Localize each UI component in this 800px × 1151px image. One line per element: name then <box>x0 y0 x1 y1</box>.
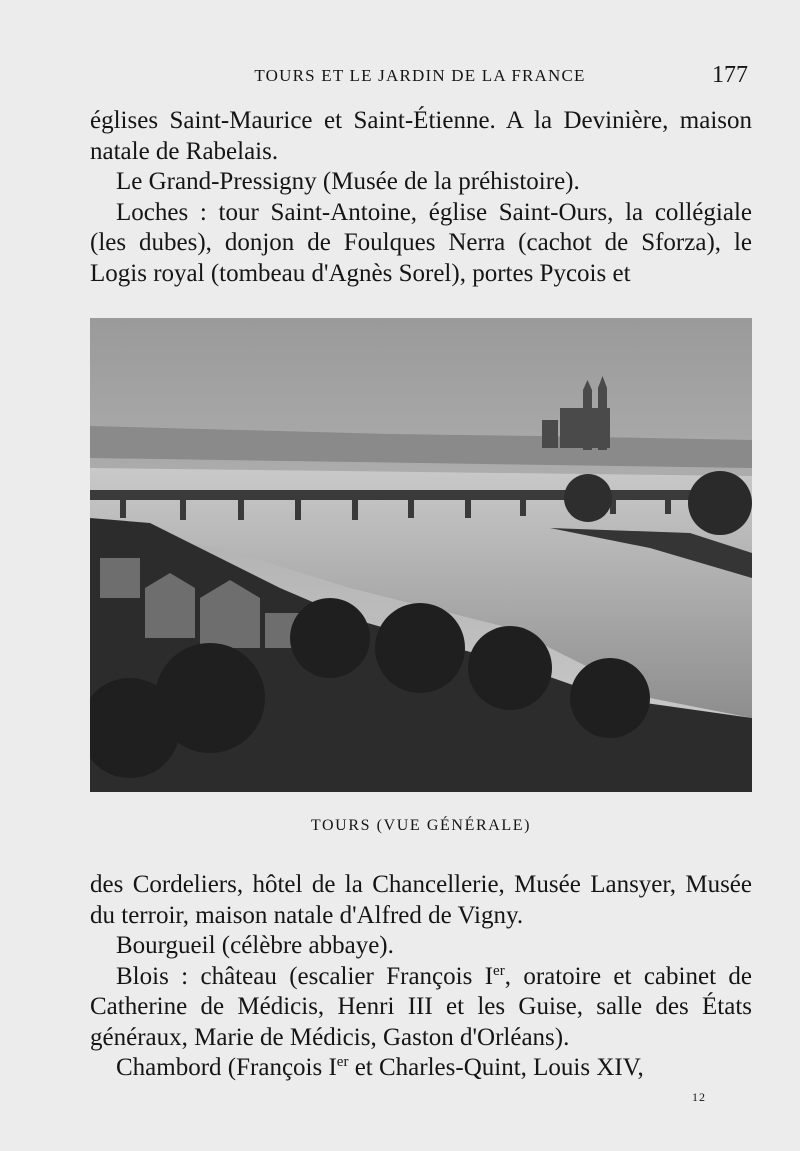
blois-text-b: , oratoire et cabinet de Catherine de Médicis, Henri III et les Guise, salle des États généraux, Marie de Médicis, Gaston d'Orléans). <box>90 962 752 1051</box>
paragraph-grand-pressigny: Le Grand-Pressigny (Musée de la préhistoire). <box>116 168 580 195</box>
paragraph-chambord <box>90 1053 752 1084</box>
blois-text-a: Blois : château (escalier François I <box>116 962 494 990</box>
photo-caption: TOURS (VUE GÉNÉRALE) <box>310 817 532 834</box>
running-head <box>90 62 750 92</box>
signature-mark: 12 <box>692 1090 706 1104</box>
page-number: 177 <box>712 62 748 88</box>
chambord-text-a: Chambord (François I <box>116 1054 337 1081</box>
running-title: TOURS ET LE JARDIN DE LA FRANCE <box>254 66 586 85</box>
photo-tours-panorama <box>90 318 752 792</box>
text-block-top <box>90 106 752 289</box>
paragraph-loches: Loches : tour Saint-Antoine, église Saint-Ours, la collégiale (les dubes), donjon de Foulques Nerra (cachot de Sforza), le Logis royal (tombeau d'Agnès Sorel), portes Pycois et <box>90 198 752 287</box>
chambord-superscript: er <box>336 1054 349 1070</box>
paragraph-cordeliers: des Cordeliers, hôtel de la Chancellerie, Musée Lansyer, Musée du terroir, maison natale d'Alfred de Vigny. <box>90 871 752 929</box>
paragraph-blois <box>90 962 752 1054</box>
chambord-text-b: et Charles-Quint, Louis XIV, <box>348 1054 644 1081</box>
paragraph-bourgueil: Bourgueil (célèbre abbaye). <box>116 932 394 959</box>
paragraph-rabelais: églises Saint-Maurice et Saint-Étienne. A la Devinière, maison natale de Rabelais. <box>90 107 752 165</box>
text-block-bottom <box>90 870 752 1084</box>
blois-superscript: er <box>493 962 505 979</box>
